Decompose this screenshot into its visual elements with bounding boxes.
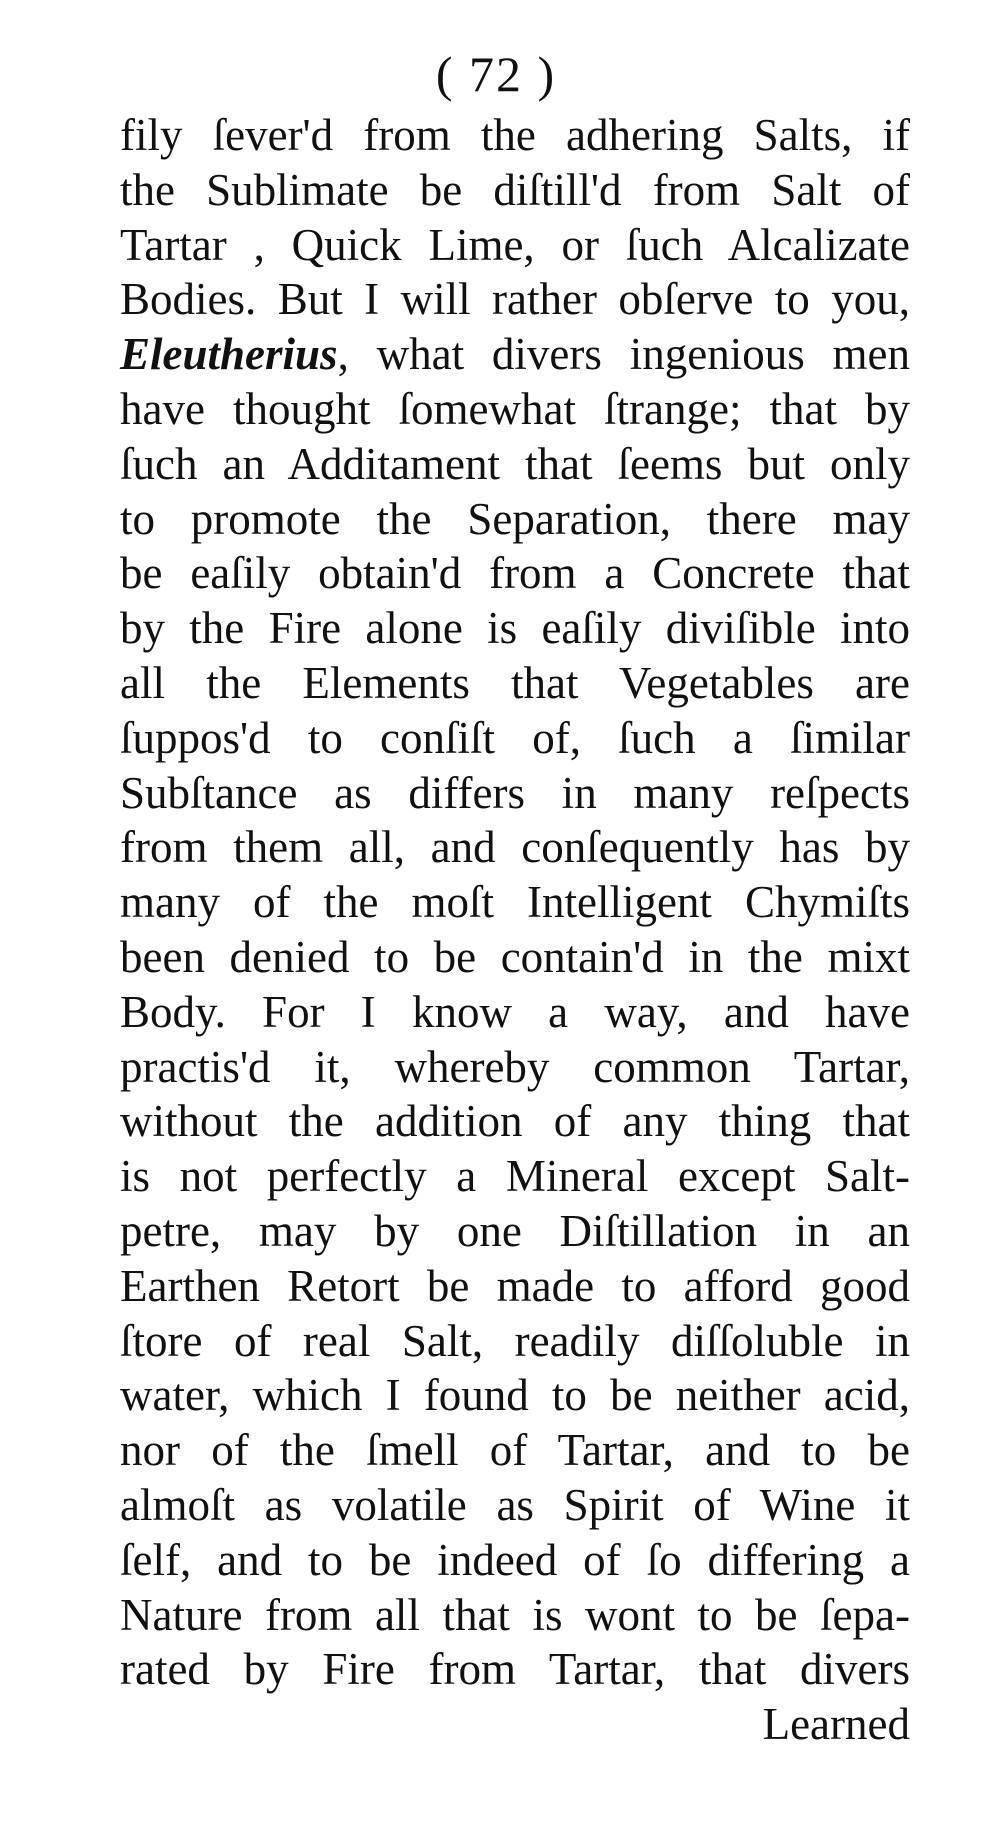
text-line: ſuch an Additament that ſeems but only bbox=[120, 438, 910, 489]
page-number: ( 72 ) bbox=[435, 46, 557, 102]
text-line: nor of the ſmell of Tartar, and to be bbox=[120, 1425, 910, 1476]
text-line-rest: , what divers ingenious men bbox=[337, 329, 910, 380]
text-line: petre, may by one Diſtillation in an bbox=[120, 1205, 910, 1256]
text-line: all the Elements that Vegetables are bbox=[120, 657, 910, 708]
text-line: is not perfectly a Mineral except Salt- bbox=[120, 1151, 910, 1202]
body-text bbox=[120, 108, 910, 1752]
text-line: Tartar , Quick Lime, or ſuch Alcalizate bbox=[120, 219, 910, 270]
text-line: the Sublimate be diſtill'd from Salt of bbox=[120, 164, 910, 215]
text-line: practis'd it, whereby common Tartar, bbox=[120, 1041, 910, 1092]
text-line: ſtore of real Salt, readily diſſoluble in bbox=[120, 1315, 910, 1366]
text-line: Body. For I know a way, and have bbox=[120, 986, 910, 1037]
text-line: fily ſever'd from the adhering Salts, if bbox=[120, 110, 910, 160]
text-line: from them all, and conſequently has by bbox=[120, 822, 910, 873]
text-line: ſelf, and to be indeed of ſo differing a bbox=[120, 1534, 910, 1585]
text-line-with-name bbox=[120, 327, 910, 382]
text-line: be eaſily obtain'd from a Concrete that bbox=[120, 548, 910, 599]
text-line: without the addition of any thing that bbox=[120, 1096, 910, 1147]
text-line: ſuppos'd to conſiſt of, ſuch a ſimilar bbox=[120, 712, 910, 763]
text-line: to promote the Separation, there may bbox=[120, 493, 910, 544]
text-line: Bodies. But I will rather obſerve to you, bbox=[120, 274, 910, 325]
catchword: Learned bbox=[762, 1699, 910, 1750]
text-line: by the Fire alone is eaſily diviſible into bbox=[120, 603, 910, 654]
text-line: been denied to be contain'd in the mixt bbox=[120, 931, 910, 982]
text-line: Earthen Retort be made to afford good bbox=[120, 1260, 910, 1311]
text-line: have thought ſomewhat ſtrange; that by bbox=[120, 383, 910, 434]
text-line: water, which I found to be neither acid, bbox=[120, 1370, 910, 1421]
text-line: rated by Fire from Tartar, that divers bbox=[120, 1644, 910, 1695]
text-line: Nature from all that is wont to be ſepa- bbox=[120, 1589, 910, 1640]
italic-name: Eleutherius bbox=[120, 329, 338, 380]
text-line: almoſt as volatile as Spirit of Wine it bbox=[120, 1479, 910, 1530]
text-line: Subſtance as differs in many reſpects bbox=[120, 767, 910, 818]
text-line: many of the moſt Intelligent Chymiſts bbox=[120, 877, 910, 928]
